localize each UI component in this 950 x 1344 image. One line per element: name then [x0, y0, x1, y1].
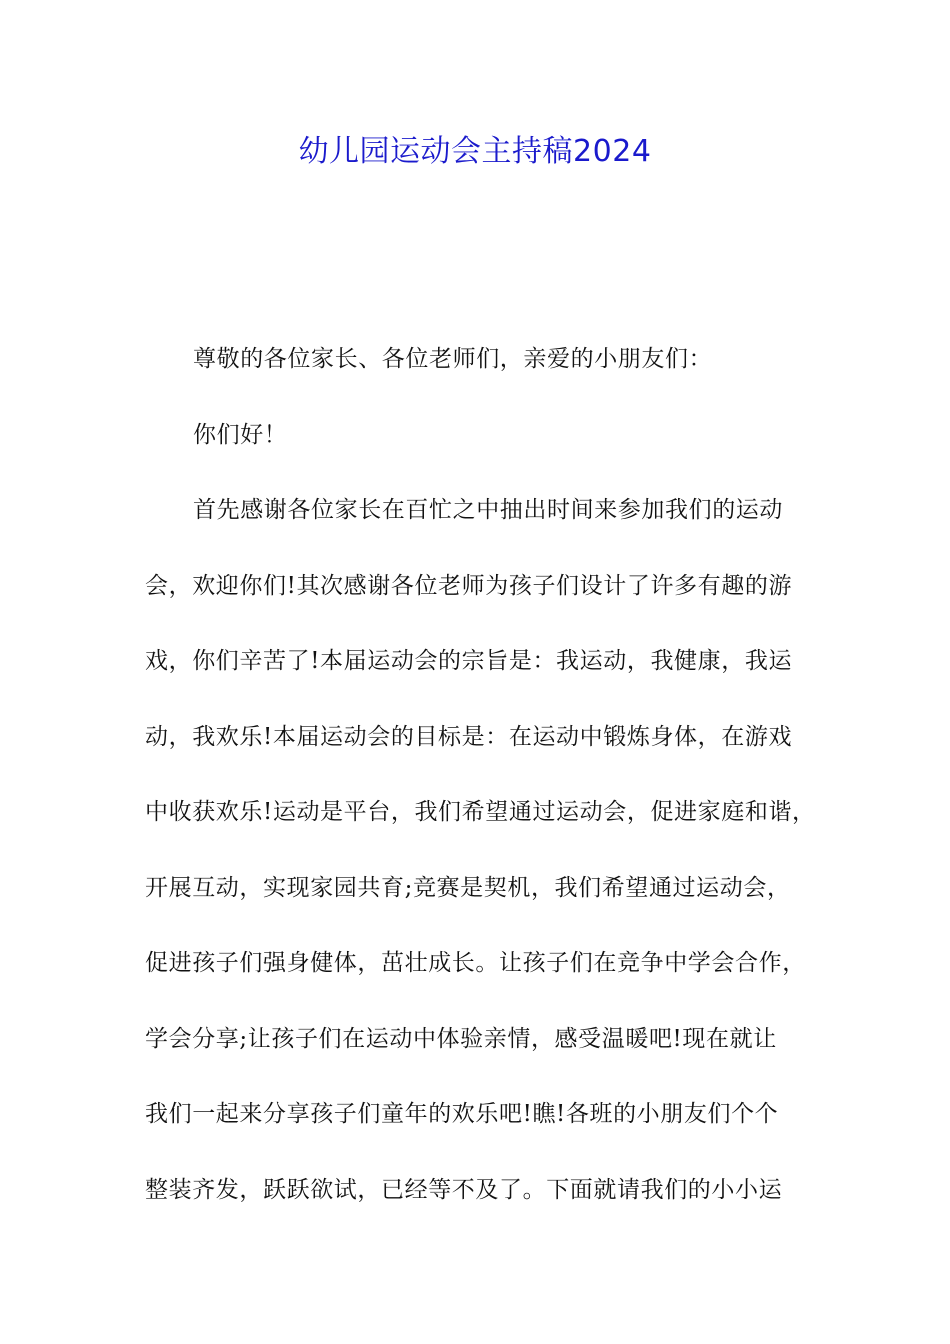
salutation-line: 尊敬的各位家长、各位老师们，亲爱的小朋友们：	[193, 346, 713, 372]
document-title: 幼儿园运动会主持稿2024	[298, 134, 652, 169]
paragraph-line: 动，我欢乐!本届运动会的目标是：在运动中锻炼身体，在游戏	[145, 723, 793, 750]
greeting-line: 你们好！	[193, 421, 288, 448]
paragraph-line: 开展互动，实现家园共育;竞赛是契机，我们希望通过运动会，	[145, 874, 791, 901]
paragraph-line: 中收获欢乐!运动是平台，我们希望通过运动会，促进家庭和谐，	[145, 799, 816, 825]
document-body	[145, 340, 815, 1246]
paragraph-line: 首先感谢各位家长在百忙之中抽出时间来参加我们的运动	[193, 497, 783, 523]
paragraph-line: 促进孩子们强身健体，茁壮成长。让孩子们在竞争中学会合作，	[145, 950, 806, 976]
paragraph-line: 我们一起来分享孩子们童年的欢乐吧!瞧!各班的小朋友们个个	[145, 1101, 779, 1127]
paragraph-line: 学会分享;让孩子们在运动中体验亲情，感受温暖吧!现在就让	[145, 1025, 777, 1052]
paragraph-line: 戏，你们辛苦了!本届运动会的宗旨是：我运动，我健康，我运	[145, 648, 793, 674]
paragraph-line: 会，欢迎你们!其次感谢各位老师为孩子们设计了许多有趣的游	[145, 572, 793, 599]
paragraph-line: 整装齐发，跃跃欲试，已经等不及了。下面就请我们的小小运	[145, 1176, 783, 1203]
